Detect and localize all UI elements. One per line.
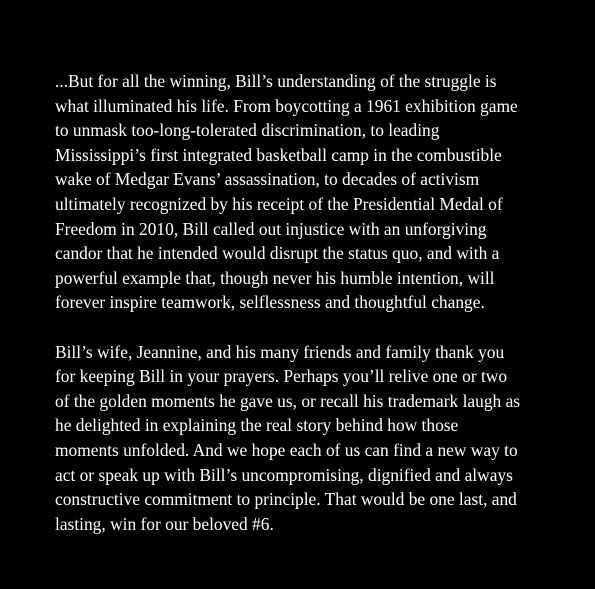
- text-line: for keeping Bill in your prayers. Perhaps you’ll relive one or two: [55, 366, 508, 387]
- text-line: Bill’s wife, Jeannine, and his many friends and family thank you: [55, 341, 505, 362]
- text-line: ...But for all the winning, Bill’s understanding of the struggle is: [55, 71, 497, 91]
- text-line: constructive commitment to principle. That would be one last, and: [55, 489, 517, 510]
- text-line: wake of Medgar Evans’ assassination, to decades of activism: [55, 169, 480, 190]
- text-line: of the golden moments he gave us, or recall his trademark laugh as: [55, 390, 521, 411]
- text-line: Mississippi’s first integrated basketball camp in the combustible: [55, 144, 502, 165]
- text-line: he delighted in explaining the real story behind how those: [55, 415, 459, 436]
- text-line: lasting, win for our beloved #6.: [55, 513, 274, 534]
- paragraph-spacer: [55, 315, 555, 340]
- statement-text: [55, 69, 555, 536]
- text-line: candor that he intended would disrupt the status quo, and with a: [55, 243, 500, 264]
- text-line: act or speak up with Bill’s uncompromising, dignified and always: [55, 464, 513, 485]
- text-line: powerful example that, though never his humble intention, will: [55, 267, 495, 288]
- text-line: forever inspire teamwork, selflessness and thoughtful change.: [55, 292, 485, 313]
- text-line: to unmask too-long-tolerated discrimination, to leading: [55, 120, 440, 141]
- paragraph-family-thanks: [55, 340, 555, 537]
- text-line: moments unfolded. And we hope each of us can find a new way to: [55, 439, 518, 460]
- paragraph-legacy: [55, 69, 555, 315]
- text-line: ultimately recognized by his receipt of the Presidential Medal of: [55, 193, 503, 214]
- text-line: Freedom in 2010, Bill called out injustice with an unforgiving: [55, 218, 487, 239]
- text-line: what illuminated his life. From boycotting a 1961 exhibition game: [55, 95, 518, 116]
